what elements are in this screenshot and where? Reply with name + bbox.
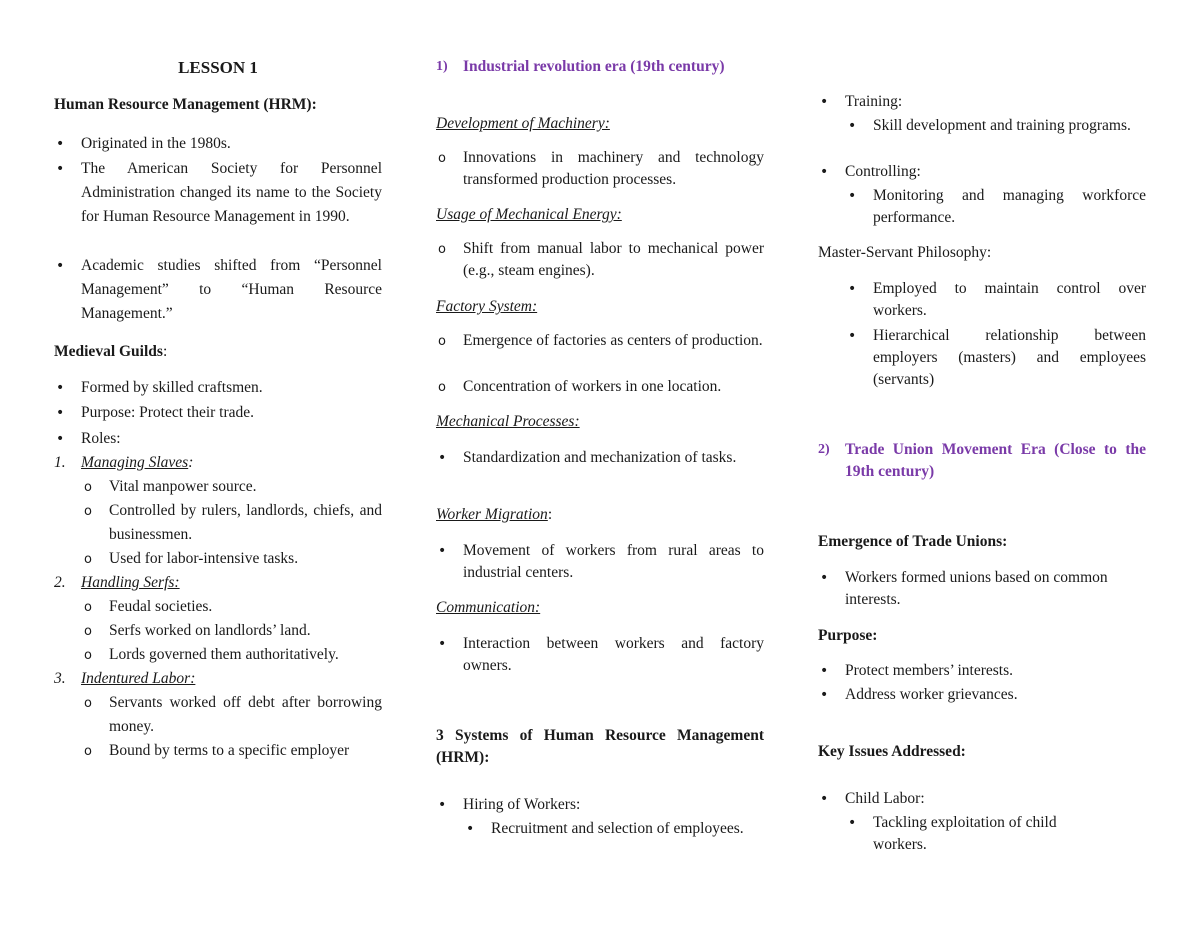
role-heading: 1. Managing Slaves:: [54, 454, 194, 471]
list-item: • Controlling:: [818, 161, 1146, 183]
list-item: o Lords governed them authoritatively.: [54, 643, 382, 667]
role-heading: 2. Handling Serfs:: [54, 574, 180, 591]
systems-heading: 3 Systems of Human Resource Management (HRM):: [436, 727, 764, 766]
bullet-icon: •: [56, 136, 65, 152]
bullet-icon: •: [848, 188, 857, 204]
list-item: • Formed by skilled craftsmen.: [54, 376, 382, 400]
list-item: o Feudal societies.: [54, 595, 382, 619]
list-item: o Serfs worked on landlords’ land.: [54, 619, 382, 643]
list-item: • The American Society for Personnel Administration changed its name to the Society for Human Resource Management in 1990.: [54, 157, 382, 229]
bullet-icon: •: [848, 118, 857, 134]
list-item: • Hiring of Workers:: [436, 794, 764, 816]
guilds-heading: Medieval Guilds:: [54, 343, 168, 360]
list-item: • Address worker grievances.: [818, 684, 1146, 706]
circle-bullet-icon: o: [84, 600, 92, 615]
list-item: • Hierarchical relationship between employers (masters) and employees (servants): [848, 327, 1146, 388]
role-heading: 3. Indentured Labor:: [54, 670, 196, 687]
bullet-icon: •: [56, 380, 65, 396]
list-item: o Bound by terms to a specific employer: [54, 739, 382, 763]
list-item: • Interaction between workers and factory owners.: [438, 635, 764, 674]
circle-bullet-icon: o: [438, 242, 446, 257]
unions-heading: Emergence of Trade Unions:: [818, 533, 1008, 550]
list-item: o Used for labor-intensive tasks.: [54, 547, 382, 571]
section-title: Usage of Mechanical Energy:: [436, 206, 622, 223]
bullet-icon: •: [438, 797, 447, 813]
list-item: o Controlled by rulers, landlords, chiefs, and businessmen.: [84, 502, 382, 543]
issues-heading: Key Issues Addressed:: [818, 743, 966, 760]
list-item: • Employed to maintain control over workers.: [848, 280, 1146, 319]
circle-bullet-icon: o: [84, 504, 92, 519]
list-item: • Recruitment and selection of employees.: [436, 818, 764, 840]
list-item: • Child Labor:: [818, 788, 1146, 810]
list-item: • Purpose: Protect their trade.: [54, 401, 382, 425]
bullet-icon: •: [848, 328, 857, 344]
list-item: o Shift from manual labor to mechanical power (e.g., steam engines).: [438, 240, 764, 279]
list-item: • Protect members’ interests.: [818, 660, 1146, 682]
bullet-icon: •: [820, 164, 829, 180]
list-item: o Innovations in machinery and technology transformed production processes.: [438, 149, 764, 188]
bullet-icon: •: [820, 663, 829, 679]
bullet-icon: •: [848, 815, 857, 831]
section-title: Factory System:: [436, 298, 538, 315]
list-item: • Standardization and mechanization of tasks.: [436, 447, 764, 469]
circle-bullet-icon: o: [84, 744, 92, 759]
bullet-icon: •: [56, 258, 65, 274]
section-title: Mechanical Processes:: [436, 413, 580, 430]
bullet-icon: •: [56, 161, 65, 177]
circle-bullet-icon: o: [84, 648, 92, 663]
era-heading: 1) Industrial revolution era (19th century): [436, 58, 725, 75]
list-item: • Movement of workers from rural areas to industrial centers.: [438, 542, 764, 581]
list-item: • Tackling exploitation of child workers.: [848, 814, 1057, 853]
bullet-icon: •: [820, 687, 829, 703]
circle-bullet-icon: o: [84, 480, 92, 495]
list-item: • Training:: [818, 91, 1146, 113]
bullet-icon: •: [820, 570, 829, 586]
section-title: Communication:: [436, 599, 541, 616]
hrm-heading: Human Resource Management (HRM):: [54, 96, 317, 113]
section-title: Worker Migration:: [436, 506, 553, 523]
list-item: • Monitoring and managing workforce performance.: [848, 187, 1146, 226]
list-item: o Emergence of factories as centers of production.: [436, 330, 764, 352]
bullet-icon: •: [56, 405, 65, 421]
circle-bullet-icon: o: [438, 334, 446, 349]
list-item: o Servants worked off debt after borrowing money.: [84, 694, 382, 735]
bullet-icon: •: [848, 281, 857, 297]
list-item: • Roles:: [54, 427, 382, 451]
circle-bullet-icon: o: [438, 151, 446, 166]
section-title: Development of Machinery:: [436, 115, 610, 132]
list-item: • Originated in the 1980s.: [54, 132, 382, 156]
circle-bullet-icon: o: [84, 552, 92, 567]
list-item: • Skill development and training programs.: [818, 115, 1146, 137]
bullet-icon: •: [56, 431, 65, 447]
bullet-icon: •: [438, 543, 447, 559]
bullet-icon: •: [820, 791, 829, 807]
lesson-title: LESSON 1: [178, 58, 258, 77]
circle-bullet-icon: o: [84, 624, 92, 639]
list-item: o Vital manpower source.: [54, 475, 382, 499]
bullet-icon: •: [466, 821, 475, 837]
list-item: • Academic studies shifted from “Personnel Management” to “Human Resource Management.”: [54, 254, 382, 326]
bullet-icon: •: [820, 94, 829, 110]
list-item: • Workers formed unions based on common interests.: [820, 569, 1108, 608]
circle-bullet-icon: o: [84, 696, 92, 711]
bullet-icon: •: [438, 636, 447, 652]
purpose-heading: Purpose:: [818, 627, 878, 644]
era-heading: 2) Trade Union Movement Era (Close to the 19th century): [818, 441, 1146, 480]
ms-heading: Master-Servant Philosophy:: [818, 244, 992, 261]
list-item: o Concentration of workers in one location.: [436, 376, 764, 398]
circle-bullet-icon: o: [438, 380, 446, 395]
bullet-icon: •: [438, 450, 447, 466]
